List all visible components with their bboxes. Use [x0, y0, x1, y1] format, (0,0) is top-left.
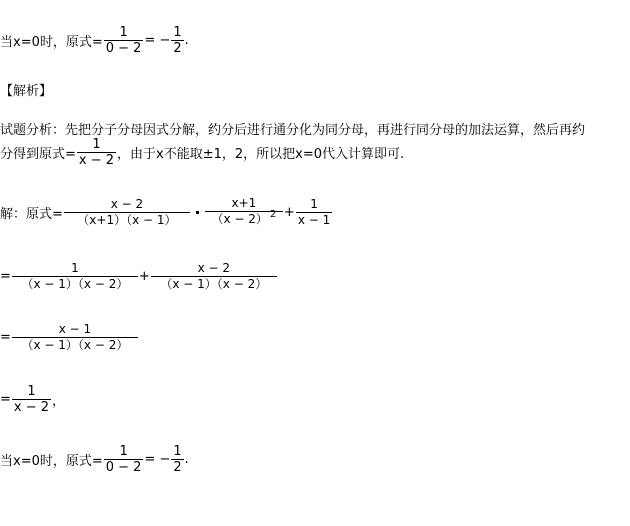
numerator: x − 2 [197, 261, 231, 275]
denominator: 0 − 2 [105, 41, 142, 56]
denominator: 2 [173, 460, 182, 475]
solution-step-2 [0, 261, 278, 292]
denominator: （x+1）（x − 1） [77, 212, 177, 227]
denominator: x − 2 [78, 153, 115, 168]
analysis-text-2-suffix: ，由于x不能取±1，2，所以把x=0代入计算即可. [117, 147, 405, 162]
top-result-fraction-1 [104, 25, 144, 56]
bottom-result-fraction-2 [171, 444, 183, 475]
top-result-fraction-2 [171, 25, 183, 56]
step1-fraction-2 [205, 196, 283, 228]
denominator: 2 [173, 41, 182, 56]
denominator: x − 1 [297, 212, 331, 227]
step1-plus: + [283, 204, 295, 220]
step2-prefix: = [0, 269, 11, 284]
step1-fraction-3 [296, 197, 332, 228]
solution-step-4 [0, 384, 65, 415]
step2-plus: + [138, 269, 150, 284]
denominator-text: （x − 2） [211, 212, 268, 226]
step1-prefix: 解：原式= [0, 206, 63, 222]
step3-fraction [12, 322, 138, 353]
numerator: 1 [310, 196, 318, 211]
analysis-line-2 [0, 137, 404, 168]
numerator: 1 [119, 25, 128, 40]
numerator: x − 1 [58, 322, 92, 336]
numerator: x − 2 [110, 196, 144, 211]
section-title [0, 80, 52, 99]
step2-fraction-1 [12, 261, 138, 292]
step3-prefix: = [0, 330, 11, 345]
solution-step-3 [0, 322, 139, 353]
exponent: 2 [269, 209, 277, 220]
analysis-line-1 [0, 119, 585, 138]
denominator: 0 − 2 [105, 460, 142, 475]
denominator: x − 2 [13, 400, 50, 415]
denominator: （x − 1）（x − 2） [160, 277, 268, 291]
bottom-result-end: . [184, 452, 189, 467]
step4-suffix: ， [52, 394, 66, 409]
analysis-text-2-prefix: 分得到原式= [0, 147, 76, 162]
denominator [210, 209, 279, 228]
numerator: 1 [27, 384, 36, 399]
bottom-result-prefix: 当x=0时，原式= [0, 454, 103, 469]
top-result-line [0, 25, 189, 56]
bottom-result-line [0, 444, 189, 475]
numerator: 1 [173, 25, 182, 40]
numerator: 1 [71, 261, 79, 275]
step4-prefix: = [0, 392, 11, 407]
bottom-result-mid: = − [144, 452, 171, 467]
solution-step-1 [0, 196, 333, 228]
multiply-dot [196, 211, 199, 214]
top-result-mid: = − [144, 33, 171, 48]
numerator: 1 [173, 444, 182, 459]
denominator: （x − 1）（x − 2） [21, 338, 129, 352]
numerator: 1 [92, 137, 101, 152]
analysis-fraction [77, 137, 116, 168]
denominator: （x − 1）（x − 2） [21, 277, 129, 291]
numerator: 1 [119, 444, 128, 459]
top-result-end: . [184, 33, 189, 48]
analysis-text-1: 试题分析：先把分子分母因式分解，约分后进行通分化为同分母，再进行同分母的加法运算，然后再约 [0, 123, 586, 138]
bottom-result-fraction-1 [104, 444, 144, 475]
step2-fraction-2 [151, 261, 277, 292]
numerator: x+1 [231, 196, 257, 210]
step4-fraction [12, 384, 51, 415]
top-result-prefix: 当x=0时，原式= [0, 35, 103, 50]
step1-fraction-1 [64, 197, 190, 228]
section-title-text: 【解析】 [0, 84, 53, 99]
